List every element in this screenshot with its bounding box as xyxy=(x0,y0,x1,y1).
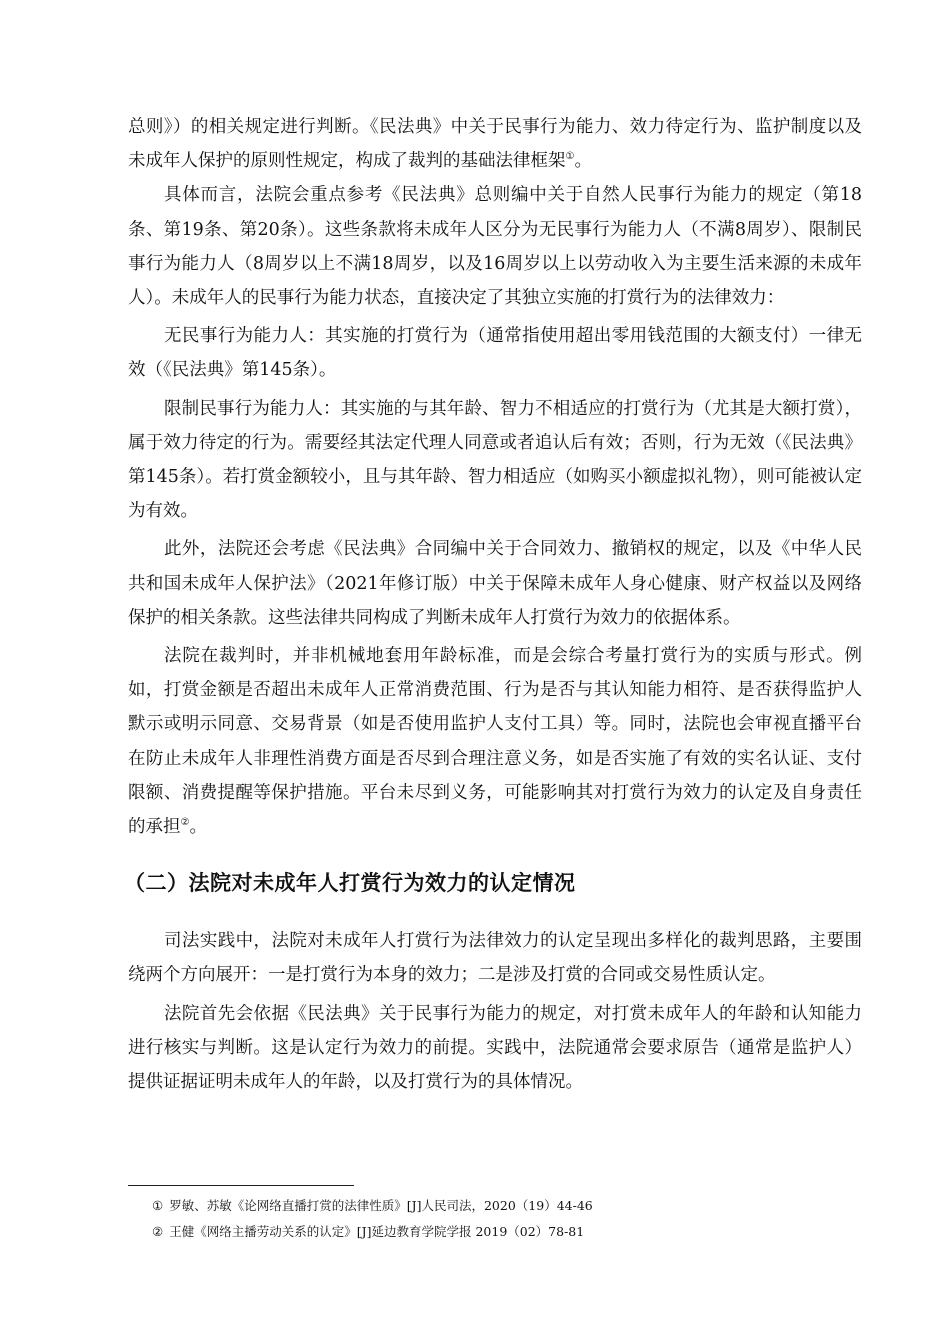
paragraph-no-capacity xyxy=(128,319,862,387)
body-text xyxy=(124,110,862,1099)
paragraph-text-after: 。 xyxy=(574,151,592,172)
footnotes xyxy=(152,1193,862,1245)
paragraph-judicial-practice xyxy=(128,924,862,992)
paragraph-text: 司法实践中，法院对未成年人打赏行为法律效力的认定呈现出多样化的裁判思路，主要围绕两个方向展开：一是打赏行为本身的效力；二是涉及打赏的合同或交易性质认定。 xyxy=(128,931,862,986)
paragraph-text: 法院在裁判时，并非机械地套用年龄标准，而是会综合考量打赏行为的实质与形式。例如，打赏金额是否超出未成年人正常消费范围、行为是否与其认知能力相符、是否获得监护人默示或明示同意、交易背景（如是否使用监护人支付工具）等。同时，法院也会审视直播平台在防止未成年人非理性消费方面是否尽到合理注意义务，如是否实施了有效的实名认证、支付限额、消费提醒等保护措施。平台未尽到义务，可能影响其对打赏行为效力的认定及自身责任的承担 xyxy=(128,646,862,838)
paragraph-text: 总则》）的相关规定进行判断。《民法典》中关于民事行为能力、效力待定行为、监护制度以及未成年人保护的原则性规定，构成了裁判的基础法律框架 xyxy=(128,117,862,172)
footnote-mark: ② xyxy=(152,1224,164,1239)
footnote-text: 罗敏、苏敏《论网络直播打赏的法律性质》[J]人民司法，2020（19）44-46 xyxy=(169,1198,593,1213)
footnote-reference-1[interactable]: ① xyxy=(565,151,575,163)
footnote-text: 王健《网络主播劳动关系的认定》[J]延边教育学院学报 2019（02）78-81 xyxy=(169,1224,585,1239)
paragraph-text-after: 。 xyxy=(189,817,207,838)
paragraph-continuation xyxy=(128,110,862,178)
paragraph-age-verification xyxy=(128,997,862,1100)
footnote-1 xyxy=(152,1193,862,1219)
paragraph-text: 具体而言，法院会重点参考《民法典》总则编中关于自然人民事行为能力的规定（第18条、第19条、第20条）。这些条款将未成年人区分为无民事行为能力人（不满8周岁）、限制民事行为能力人（8周岁以上不满18周岁，以及16周岁以上以劳动收入为主要生活来源的未成年人）。未成年人的民事行为能力状态，直接决定了其独立实施的打赏行为的法律效力： xyxy=(128,185,862,309)
paragraph-other-laws xyxy=(128,532,862,635)
section-heading: （二）法院对未成年人打赏行为效力的认定情况 xyxy=(124,871,576,896)
paragraph-capacity-rules xyxy=(128,178,862,315)
footnote-reference-2[interactable]: ② xyxy=(180,817,190,829)
paragraph-limited-capacity xyxy=(128,392,862,529)
paragraph-comprehensive-review xyxy=(128,639,862,844)
paragraph-text: 无民事行为能力人：其实施的打赏行为（通常指使用超出零用钱范围的大额支付）一律无效（《民法典》第145条）。 xyxy=(128,326,862,381)
footnote-mark: ① xyxy=(152,1198,164,1213)
paragraph-text: 法院首先会依据《民法典》关于民事行为能力的规定，对打赏未成年人的年龄和认知能力进行核实与判断。这是认定行为效力的前提。实践中，法院通常会要求原告（通常是监护人）提供证据证明未成年人的年龄，以及打赏行为的具体情况。 xyxy=(128,1003,862,1093)
footnote-separator xyxy=(128,1185,354,1186)
paragraph-text: 此外，法院还会考虑《民法典》合同编中关于合同效力、撤销权的规定，以及《中华人民共和国未成年人保护法》（2021年修订版）中关于保障未成年人身心健康、财产权益以及网络保护的相关条款。这些法律共同构成了判断未成年人打赏行为效力的依据体系。 xyxy=(128,539,862,628)
paragraph-text: 限制民事行为能力人：其实施的与其年龄、智力不相适应的打赏行为（尤其是大额打赏），属于效力待定的行为。需要经其法定代理人同意或者追认后有效；否则，行为无效（《民法典》第145条）。若打赏金额较小，且与其年龄、智力相适应（如购买小额虚拟礼物），则可能被认定为有效。 xyxy=(128,398,862,522)
footnote-2 xyxy=(152,1219,862,1245)
